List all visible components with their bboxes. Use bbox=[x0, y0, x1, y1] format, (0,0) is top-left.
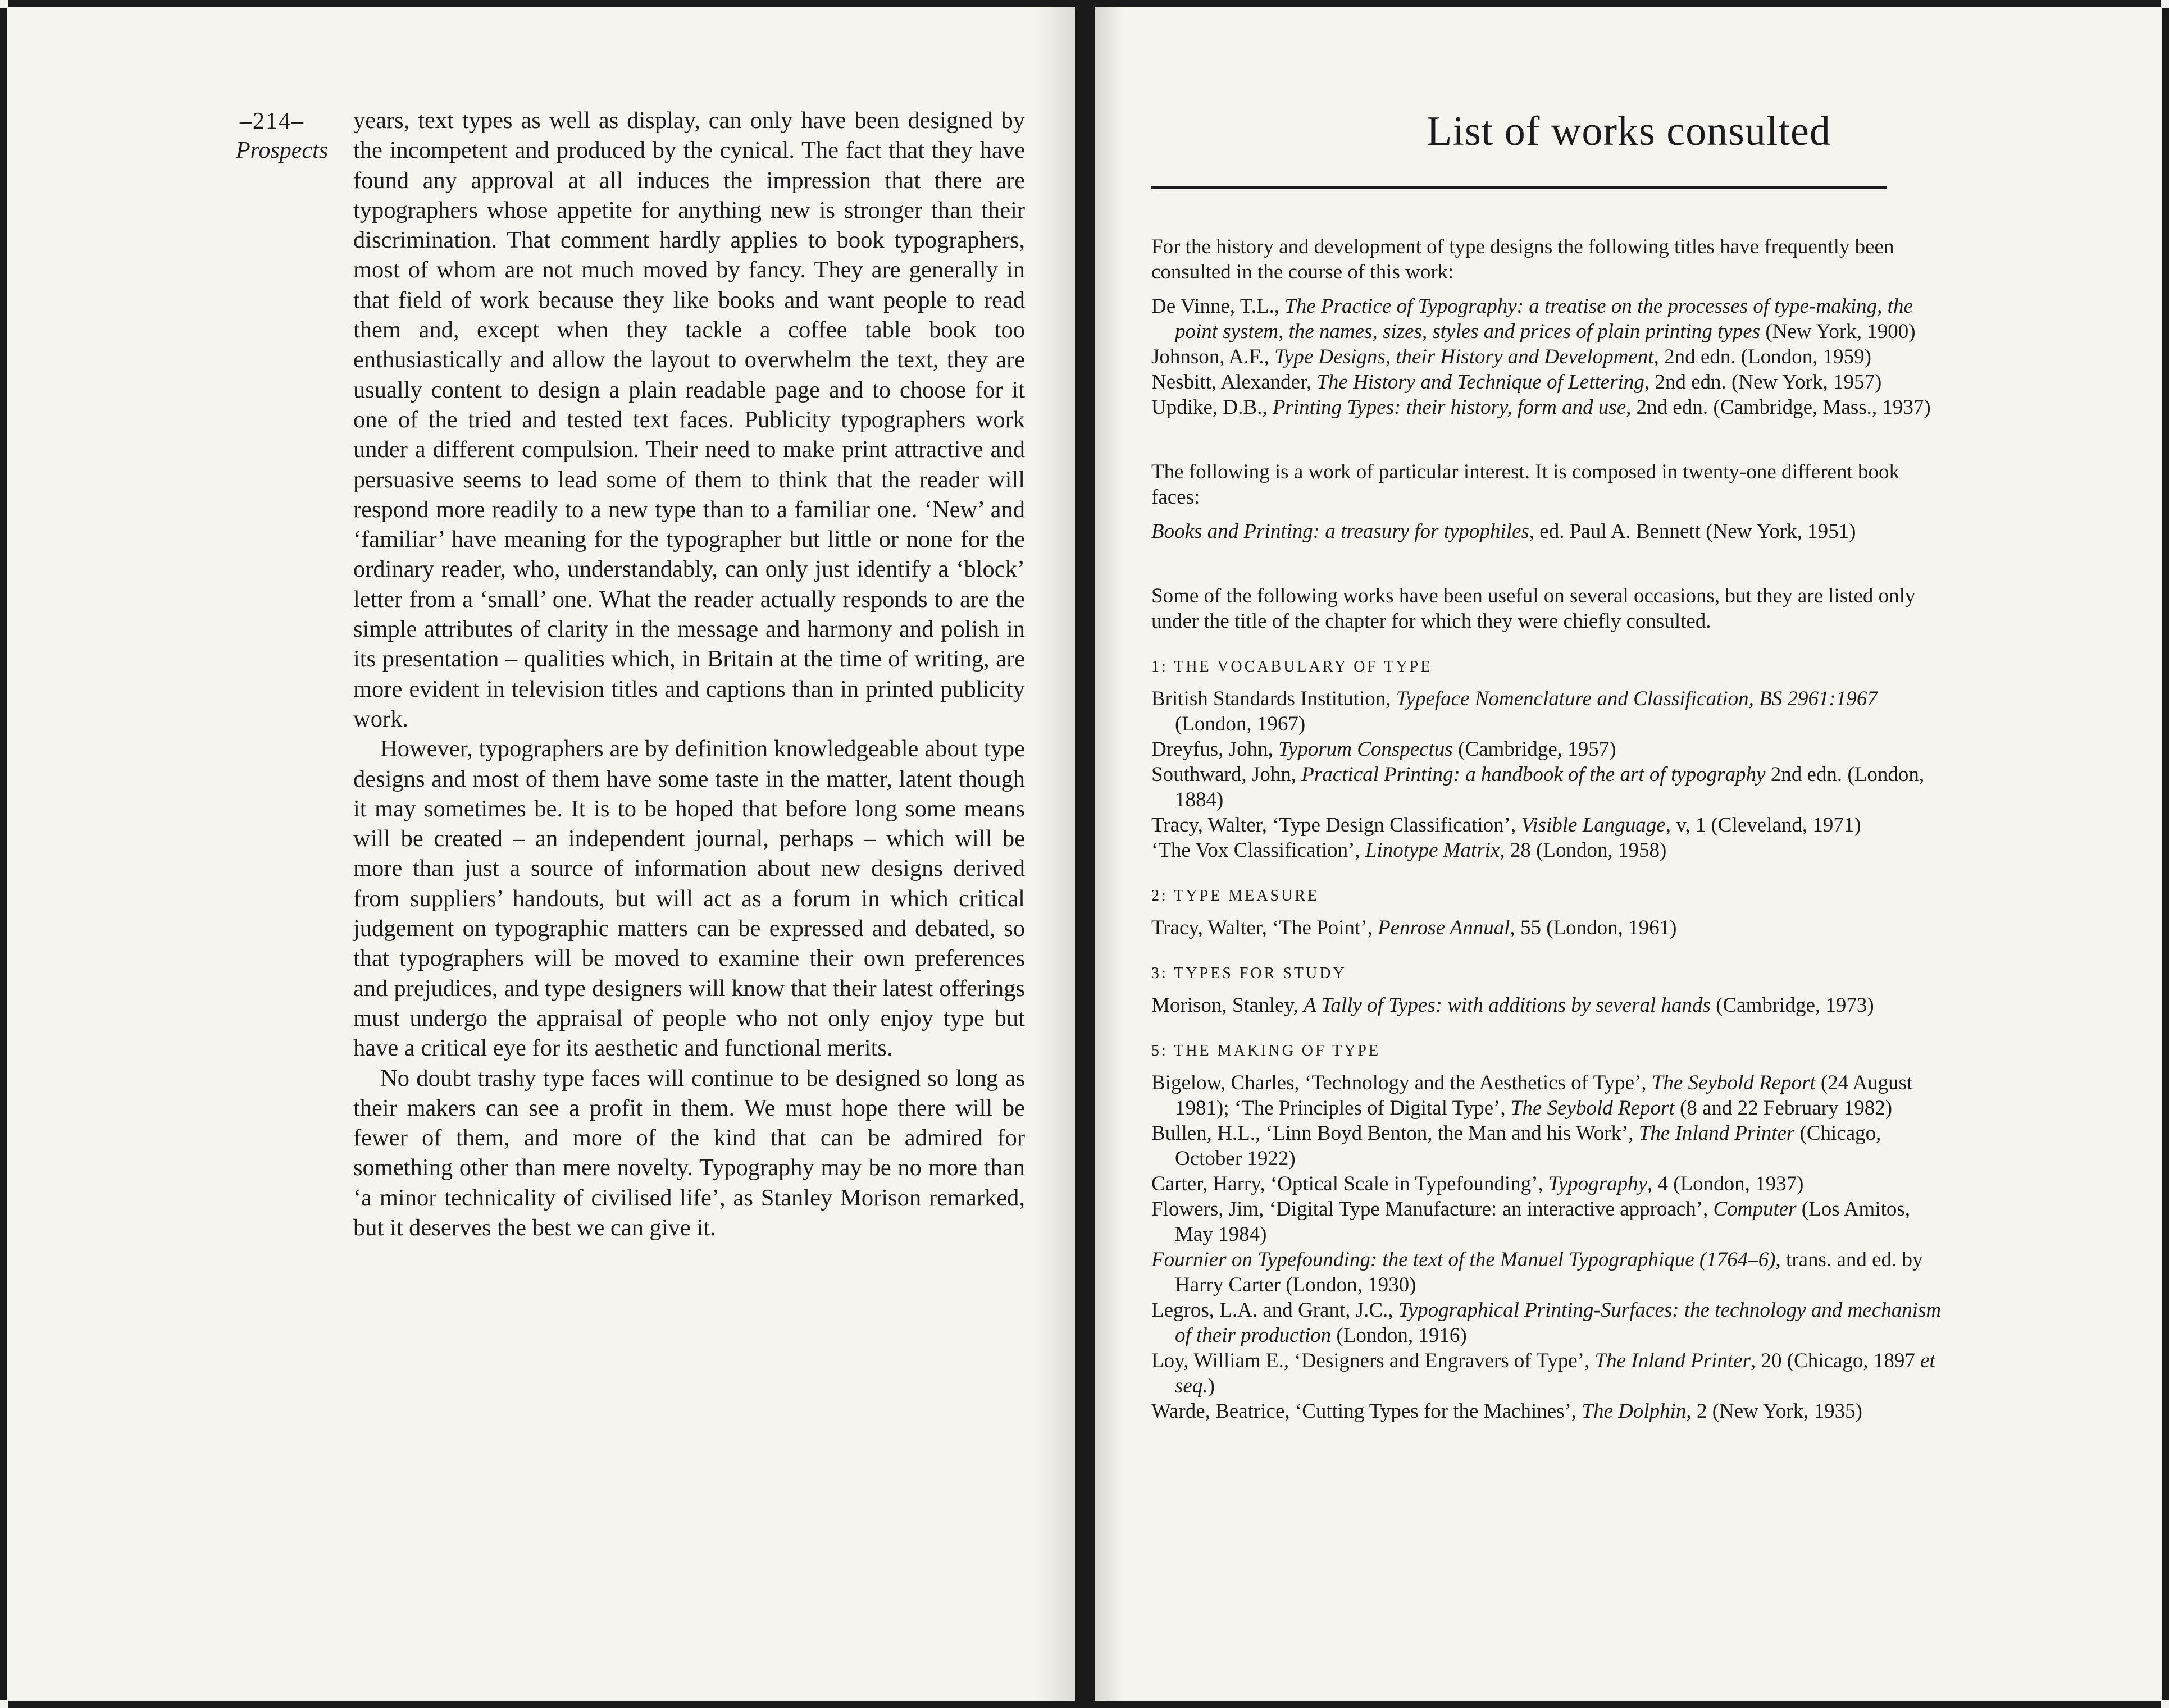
gutter-shadow bbox=[1095, 7, 1123, 1701]
entry-text: , 2nd edn. (New York, 1957) bbox=[1644, 371, 1882, 394]
entry-text: (8 and 22 February 1982) bbox=[1674, 1097, 1893, 1120]
entry-title: Printing Types: their history, form and use bbox=[1272, 396, 1626, 419]
bibliography-entry bbox=[1151, 1399, 1949, 1424]
chapter-sections bbox=[1151, 654, 1949, 1424]
entry-title: Type Designs, their History and Development bbox=[1274, 345, 1654, 368]
bibliography-entry bbox=[1151, 519, 1949, 544]
entry-text: Flowers, Jim, ‘Digital Type Manufacture: an interactive approach’, bbox=[1151, 1198, 1714, 1221]
bibliography-entry bbox=[1151, 993, 1949, 1018]
bibliography-entry bbox=[1151, 1298, 1949, 1348]
bibliography-entry bbox=[1151, 395, 1949, 420]
entry-group bbox=[1151, 294, 1949, 420]
entry-text: , ed. Paul A. Bennett (New York, 1951) bbox=[1529, 520, 1856, 543]
entry-title: et seq. bbox=[1175, 1349, 1935, 1398]
bibliography-entry bbox=[1151, 1121, 1949, 1171]
body-text bbox=[353, 106, 1025, 1243]
entry-title: The Seybold Report bbox=[1651, 1071, 1816, 1094]
entry-text: , 55 (London, 1961) bbox=[1510, 916, 1677, 939]
entry-title: Penrose Annual bbox=[1378, 916, 1510, 939]
bibliography-intro: The following is a work of particular interest. It is composed in twenty-one different book faces: bbox=[1151, 460, 1899, 509]
entry-text: Johnson, A.F., bbox=[1151, 345, 1275, 368]
entry-text: British Standards Institution, bbox=[1151, 687, 1396, 710]
entry-title: The Seybold Report bbox=[1510, 1097, 1675, 1120]
entry-text: 2nd edn. (London, 1884) bbox=[1175, 763, 1925, 811]
running-head: Prospects bbox=[236, 138, 329, 163]
entry-text: (Chicago, October 1922) bbox=[1175, 1122, 1881, 1170]
entry-title: Visible Language bbox=[1521, 814, 1666, 837]
entry-text: ) bbox=[1207, 1374, 1215, 1398]
section-heading: 5: THE MAKING OF TYPE bbox=[1151, 1042, 1381, 1059]
entry-title: Typography bbox=[1548, 1172, 1647, 1195]
entry-text: Dreyfus, John, bbox=[1151, 738, 1279, 761]
entry-text: , v, 1 (Cleveland, 1971) bbox=[1665, 814, 1861, 837]
bibliography-entry bbox=[1151, 1070, 1949, 1121]
entry-title: The Dolphin bbox=[1582, 1400, 1687, 1423]
entry-text: ‘The Vox Classification’, bbox=[1151, 839, 1365, 862]
entry-title: The Practice of Typography: a treatise on the processes of type-making, the point system, the names, sizes, styles and prices of plain printing types bbox=[1175, 295, 1913, 343]
entry-text: Warde, Beatrice, ‘Cutting Types for the Machines’, bbox=[1151, 1400, 1582, 1423]
entry-title: Typographical Printing-Surfaces: the technology and mechanism of their production bbox=[1175, 1299, 1942, 1347]
bibliography-entry bbox=[1151, 369, 1949, 395]
entry-text: Southward, John, bbox=[1151, 763, 1302, 786]
bibliography-entry bbox=[1151, 1247, 1949, 1298]
entry-title: Practical Printing: a handbook of the art of typography bbox=[1301, 763, 1766, 786]
section-heading: 1: THE VOCABULARY OF TYPE bbox=[1151, 658, 1433, 675]
entry-title: The Inland Printer bbox=[1638, 1122, 1795, 1145]
scan-corner-mark bbox=[2161, 0, 2169, 8]
entry-text: (London, 1967) bbox=[1175, 713, 1306, 736]
bibliography-entry bbox=[1151, 1171, 1949, 1196]
entry-text: , 28 (London, 1958) bbox=[1500, 839, 1667, 862]
entry-text: (Los Amitos, May 1984) bbox=[1175, 1198, 1911, 1246]
entry-text: Morison, Stanley, bbox=[1151, 994, 1304, 1017]
entry-title: The History and Technique of Lettering bbox=[1316, 371, 1644, 394]
entry-text: (Cambridge, 1973) bbox=[1710, 994, 1874, 1017]
entry-text: Tracy, Walter, ‘The Point’, bbox=[1151, 916, 1378, 939]
page-number: –214– bbox=[240, 108, 304, 134]
entry-text: Nesbitt, Alexander, bbox=[1151, 371, 1317, 394]
entry-text: De Vinne, T.L., bbox=[1151, 295, 1285, 318]
entry-text: (London, 1916) bbox=[1331, 1324, 1467, 1347]
bibliography-entry bbox=[1151, 1196, 1949, 1247]
entry-text: Updike, D.B., bbox=[1151, 396, 1273, 419]
right-page bbox=[1095, 7, 2162, 1701]
bibliography-entry bbox=[1151, 1348, 1949, 1399]
scan-corner-mark bbox=[2161, 1700, 2169, 1708]
bibliography-intro: For the history and development of type designs the following titles have frequently been consulted in the course of this work: bbox=[1151, 235, 1894, 284]
entry-text: , 2nd edn. (Cambridge, Mass., 1937) bbox=[1626, 396, 1931, 419]
entry-title: A Tally of Types: with additions by several hands bbox=[1303, 994, 1711, 1017]
entry-text: (24 August 1981); ‘The Principles of Digital Type’, bbox=[1175, 1071, 1913, 1120]
entry-group bbox=[1151, 519, 1949, 544]
entry-text: , trans. and ed. by Harry Carter (London, 1930) bbox=[1175, 1248, 1923, 1296]
entry-text: Bigelow, Charles, ‘Technology and the Aesthetics of Type’, bbox=[1151, 1071, 1652, 1094]
entry-text: Bullen, H.L., ‘Linn Boyd Benton, the Man and his Work’, bbox=[1151, 1122, 1639, 1145]
entry-text: , 2nd edn. (London, 1959) bbox=[1653, 345, 1871, 368]
bibliography-entry bbox=[1151, 762, 1949, 812]
entry-text: , 2 (New York, 1935) bbox=[1686, 1400, 1862, 1423]
section-heading: 3: TYPES FOR STUDY bbox=[1151, 965, 1347, 982]
entry-title: Linotype Matrix bbox=[1365, 839, 1500, 862]
scan-corner-mark bbox=[0, 1700, 8, 1708]
paragraph: No doubt trashy type faces will continue to be designed so long as their makers can see a profit in them. We must hope there will be fewer of them, and more of the kind that can be admired for something other than mere novelty. Typography may be no more than ‘a minor technicality of civilised life’, as Stanley Morison remarked, but it deserves the best we can give it. bbox=[353, 1065, 1025, 1241]
bibliography-intro: Some of the following works have been useful on several occasions, but they are listed only under the title of the chapter for which they were chiefly consulted. bbox=[1151, 584, 1916, 633]
entry-text: Legros, L.A. and Grant, J.C., bbox=[1151, 1299, 1398, 1322]
entry-text: Carter, Harry, ‘Optical Scale in Typefounding’, bbox=[1151, 1172, 1548, 1195]
bibliography-entry bbox=[1151, 838, 1949, 863]
section-heading: 2: TYPE MEASURE bbox=[1151, 887, 1320, 905]
entry-title: Books and Printing: a treasury for typophiles bbox=[1151, 520, 1529, 543]
entry-title: The Inland Printer bbox=[1594, 1349, 1751, 1372]
bibliography-entry bbox=[1151, 812, 1949, 838]
chapter-title: List of works consulted bbox=[1427, 108, 1831, 154]
gutter-shadow bbox=[1036, 7, 1075, 1701]
paragraph: However, typographers are by definition knowledgeable about type designs and most of them have some taste in the matter, latent though it may sometimes be. It is to be hoped that before long some means will be created – an independent journal, perhaps – which will be more than just a source of information about new designs derived from suppliers’ handouts, but will act as a forum in which critical judgement on typographic matters can be expressed and debated, so that typographers will be moved to examine their own preferences and prejudices, and type designers will know that their latest offerings must undergo the appraisal of people who not only enjoy type but have a critical eye for its aesthetic and functional merits. bbox=[353, 736, 1025, 1062]
left-page bbox=[7, 7, 1075, 1701]
entry-text: (New York, 1900) bbox=[1760, 320, 1916, 343]
entry-title: Computer bbox=[1713, 1198, 1797, 1221]
bibliography-entry bbox=[1151, 737, 1949, 762]
entry-title: Fournier on Typefounding: the text of the Manuel Typographique (1764–6) bbox=[1151, 1248, 1776, 1271]
bibliography bbox=[1151, 234, 1949, 1424]
entry-text: , 20 (Chicago, 1897 bbox=[1751, 1349, 1921, 1372]
entry-text: , 4 (London, 1937) bbox=[1647, 1172, 1804, 1195]
bibliography-entry bbox=[1151, 915, 1949, 940]
entry-text: Loy, William E., ‘Designers and Engravers of Type’, bbox=[1151, 1349, 1595, 1372]
entry-text: (Cambridge, 1957) bbox=[1452, 738, 1616, 761]
entry-title: Typorum Conspectus bbox=[1278, 738, 1453, 761]
title-rule bbox=[1151, 186, 1887, 189]
bibliography-entry bbox=[1151, 686, 1949, 737]
entry-title: Typeface Nomenclature and Classification, BS 2961:1967 bbox=[1396, 687, 1878, 710]
bibliography-entry bbox=[1151, 344, 1949, 369]
paragraph: years, text types as well as display, can only have been designed by the incompetent and produced by the cynical. The fact that they have found any approval at all induces the impression that there are typographers whose appetite for anything new is stronger than their discrimination. That comment hardly applies to book typographers, most of whom are not much moved by fancy. They are generally in that field of work because they like books and want people to read them and, except when they tackle a coffee table book too enthusiastically and allow the layout to overwhelm the text, they are usually content to design a plain readable page and to choose for it one of the tried and tested text faces. Publicity typographers work under a different compulsion. Their need to make print attractive and persuasive seems to lead some of them to think that the reader will respond more readily to a new type than to a familiar one. ‘New’ and ‘familiar’ have meaning for the typographer but little or none for the ordinary reader, who, understandably, can only just identify a ‘block’ letter from a ‘small’ one. What the reader actually responds to are the simple attributes of clarity in the message and harmony and polish in its presentation – qualities which, in Britain at the time of writing, are more evident in television titles and captions than in printed publicity work. bbox=[353, 107, 1025, 732]
bibliography-entry bbox=[1151, 294, 1949, 344]
entry-text: Tracy, Walter, ‘Type Design Classification’, bbox=[1151, 814, 1521, 837]
